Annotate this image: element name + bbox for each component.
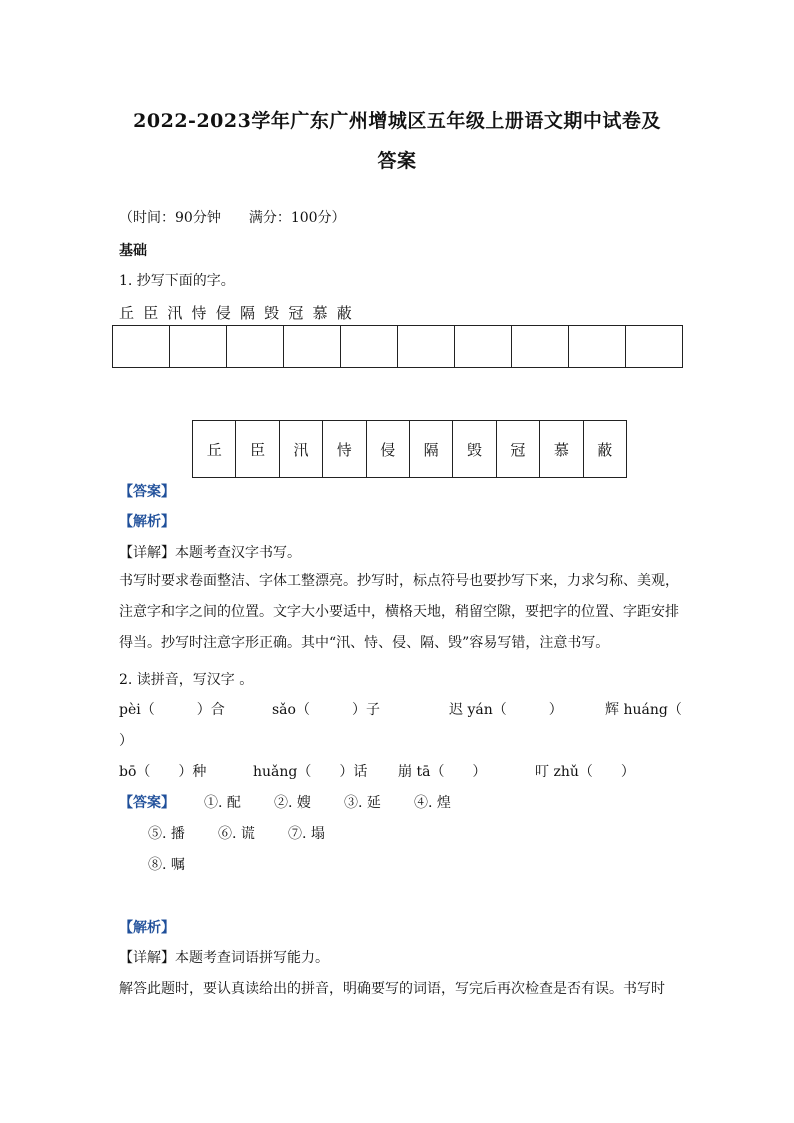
q1-char: 隔 — [239, 304, 255, 322]
q2-item-3 — [449, 699, 563, 719]
q2-item-2 — [272, 699, 380, 719]
q2-answer-7: ⑦. 塌 — [288, 826, 325, 842]
writing-cell[interactable] — [113, 326, 170, 368]
q1-char: 慕 — [312, 304, 328, 322]
answer-cell: 丘 — [193, 421, 236, 478]
answer-blank[interactable]: （ ） — [430, 764, 487, 780]
q2-answer-5: ⑤. 播 — [148, 826, 185, 842]
q1-char: 蔽 — [336, 304, 352, 322]
q2-detail: 【详解】本题考查词语拼写能力。 — [119, 950, 329, 966]
section-heading: 基础 — [119, 243, 147, 259]
answer-cell: 慕 — [540, 421, 583, 478]
q2-answer-3: ③. 延 — [344, 795, 381, 811]
q2-item-4 — [605, 699, 682, 719]
answer-cell: 臣 — [236, 421, 279, 478]
writing-cell[interactable] — [170, 326, 227, 368]
q1-char: 恃 — [191, 304, 207, 322]
q2-wrap-paren: ） — [119, 733, 133, 749]
q1-explanation: 书写时要求卷面整洁、字体工整漂亮。抄写时，标点符号也要抄写下来，力求匀称、美观，注意字和字之间的位置。文字大小要适中，横格天地，稍留空隙，要把字的位置、字距安排得当。抄写时注意字形正确。其中“汛、恃、侵、隔、毁”容易写错，注意书写。 — [119, 573, 679, 651]
q2-answer-6: ⑥. 谎 — [218, 826, 255, 842]
answer-blank[interactable]: （ ） — [295, 702, 366, 718]
q2-analysis-label: 【解析】 — [119, 920, 175, 936]
answer-cell: 隔 — [409, 421, 452, 478]
q2-prompt: 2. 读拼音，写汉字 。 — [119, 672, 254, 688]
pinyin: 崩 tā — [398, 764, 431, 780]
writing-cell[interactable] — [398, 326, 455, 368]
answer-blank[interactable]: （ ） — [578, 764, 635, 780]
q2-item-6 — [253, 761, 367, 781]
writing-cell[interactable] — [284, 326, 341, 368]
q2-item-8 — [535, 761, 635, 781]
q1-char: 冠 — [288, 304, 304, 322]
q1-character-list — [119, 302, 361, 323]
q2-item-7 — [398, 761, 486, 781]
q2-answer-2: ②. 嫂 — [274, 795, 311, 811]
pinyin: huǎng — [253, 764, 298, 780]
writing-cell[interactable] — [626, 326, 683, 368]
answer-cell: 汛 — [279, 421, 322, 478]
q2-explanation: 解答此题时，要认真读给出的拼音，明确要写的词语，写完后再次检查是否有误。书写时 — [119, 981, 665, 997]
writing-cell[interactable] — [227, 326, 284, 368]
q2-item-5 — [119, 761, 206, 781]
q1-prompt: 1. 抄写下面的字。 — [119, 273, 235, 289]
q2-answer-label: 【答案】 — [119, 795, 175, 811]
answer-cell: 冠 — [496, 421, 539, 478]
writing-cell[interactable] — [341, 326, 398, 368]
q2-answer-4: ④. 煌 — [414, 795, 451, 811]
q2-item-1 — [119, 699, 225, 719]
answer-blank[interactable]: （ ） — [297, 764, 354, 780]
q1-analysis-label: 【解析】 — [119, 514, 175, 530]
answer-blank[interactable]: （ ） — [140, 702, 211, 718]
pinyin: 辉 huáng — [605, 702, 668, 718]
answer-cell: 毁 — [453, 421, 496, 478]
q1-detail: 【详解】本题考查汉字书写。 — [119, 545, 301, 561]
pinyin: 叮 zhǔ — [535, 764, 579, 780]
exam-info: （时间：90分钟 满分：100分） — [119, 210, 346, 226]
pinyin: pèi — [119, 702, 141, 718]
q1-char: 臣 — [143, 304, 159, 322]
writing-cell[interactable] — [455, 326, 512, 368]
answer-blank[interactable]: （ ） — [492, 702, 563, 718]
q2-answer-1: ①. 配 — [204, 795, 241, 811]
pinyin: bō — [119, 764, 137, 780]
writing-cell[interactable] — [512, 326, 569, 368]
q1-char: 丘 — [119, 304, 135, 322]
word-part: 子 — [365, 702, 380, 718]
answer-cell: 蔽 — [583, 421, 626, 478]
q1-answer-grid — [192, 420, 627, 478]
q1-writing-grid — [112, 325, 683, 368]
q1-char: 毁 — [264, 304, 280, 322]
answer-cell: 侵 — [366, 421, 409, 478]
document-title-line1: 2022-2023学年广东广州增城区五年级上册语文期中试卷及 — [133, 110, 661, 132]
writing-cell[interactable] — [569, 326, 626, 368]
document-title-line2: 答案 — [377, 150, 417, 172]
answer-blank[interactable]: （ — [667, 702, 682, 718]
q1-char: 侵 — [215, 304, 231, 322]
pinyin: sǎo — [272, 702, 296, 718]
q1-answer-label: 【答案】 — [119, 484, 175, 500]
answer-blank[interactable]: （ ） — [136, 764, 193, 780]
word-part: 话 — [353, 764, 368, 780]
pinyin: 迟 yán — [449, 702, 493, 718]
q2-answer-8: ⑧. 嘱 — [148, 857, 185, 873]
word-part: 种 — [192, 764, 207, 780]
answer-cell: 恃 — [323, 421, 366, 478]
q1-char: 汛 — [167, 304, 183, 322]
word-part: 合 — [210, 702, 225, 718]
